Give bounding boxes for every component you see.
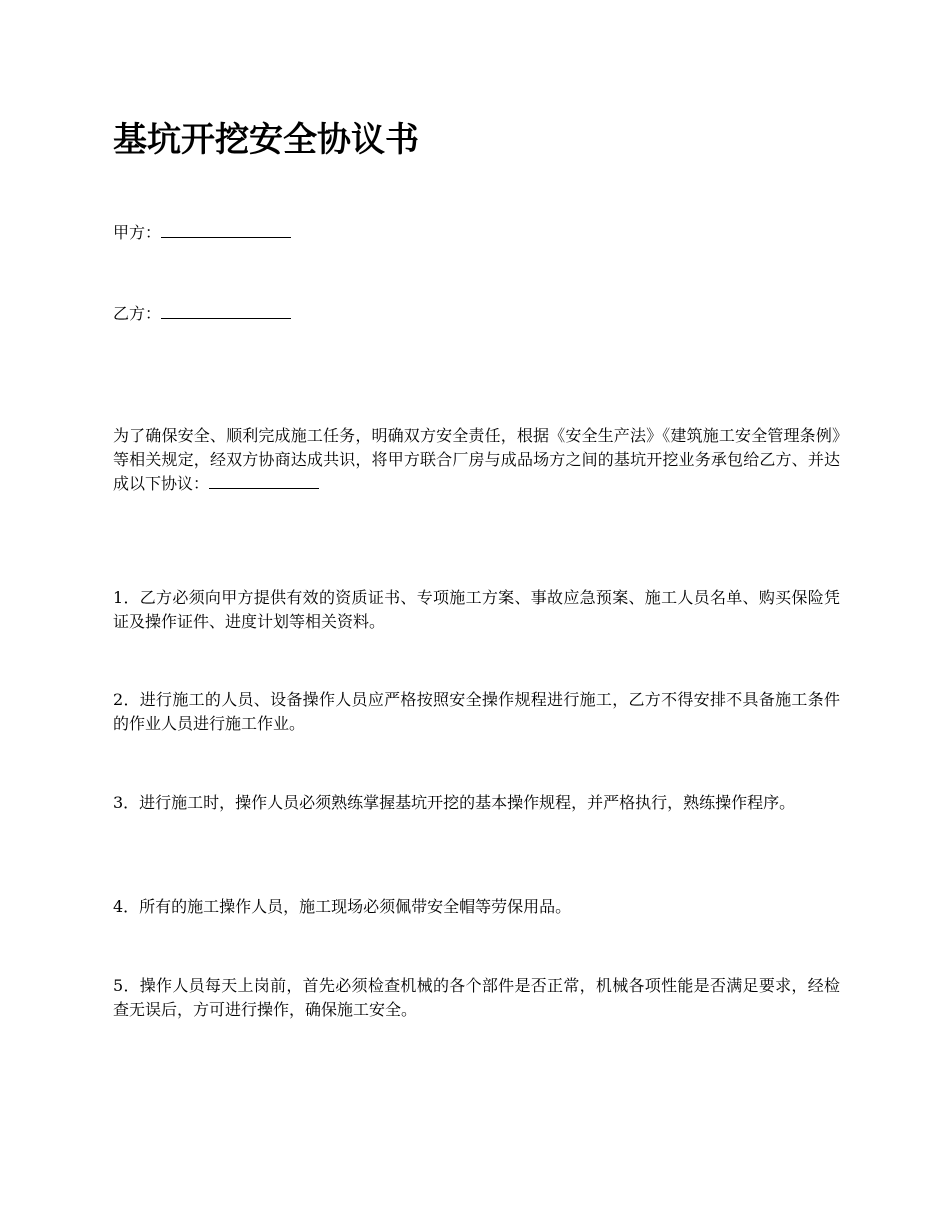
party-a-label: 甲方： — [113, 223, 162, 242]
clause-4: 4．所有的施工操作人员，施工现场必须佩带安全帽等劳保用品。 — [113, 897, 572, 916]
party-b-line — [113, 302, 291, 326]
party-a-line — [113, 221, 291, 245]
clause-2: 2．进行施工的人员、设备操作人员应严格按照安全操作规程进行施工，乙方不得安排不具备施工条件的作业人员进行施工作业。 — [113, 690, 840, 733]
intro-blank — [209, 474, 319, 489]
clause-3: 3．进行施工时，操作人员必须熟练掌握基坑开挖的基本操作规程，并严格执行，熟练操作程序。 — [113, 793, 796, 812]
party-b-blank — [161, 304, 291, 319]
clause-5: 5．操作人员每天上岗前，首先必须检查机械的各个部件是否正常，机械各项性能是否满足要求，经检查无误后，方可进行操作，确保施工安全。 — [113, 976, 840, 1019]
intro-text: 为了确保安全、顺利完成施工任务，明确双方安全责任，根据《安全生产法》《建筑施工安全管理条例》等相关规定，经双方协商达成共识，将甲方联合厂房与成品场方之间的基坑开挖业务承包给乙方、并达成以下协议： — [113, 426, 840, 493]
party-a-blank — [161, 223, 291, 238]
party-b-label: 乙方： — [113, 304, 162, 323]
document-title: 基坑开挖安全协议书 — [113, 120, 419, 160]
intro-paragraph — [113, 424, 840, 496]
clause-1: 1．乙方必须向甲方提供有效的资质证书、专项施工方案、事故应急预案、施工人员名单、购买保险凭证及操作证件、进度计划等相关资料。 — [113, 588, 840, 631]
